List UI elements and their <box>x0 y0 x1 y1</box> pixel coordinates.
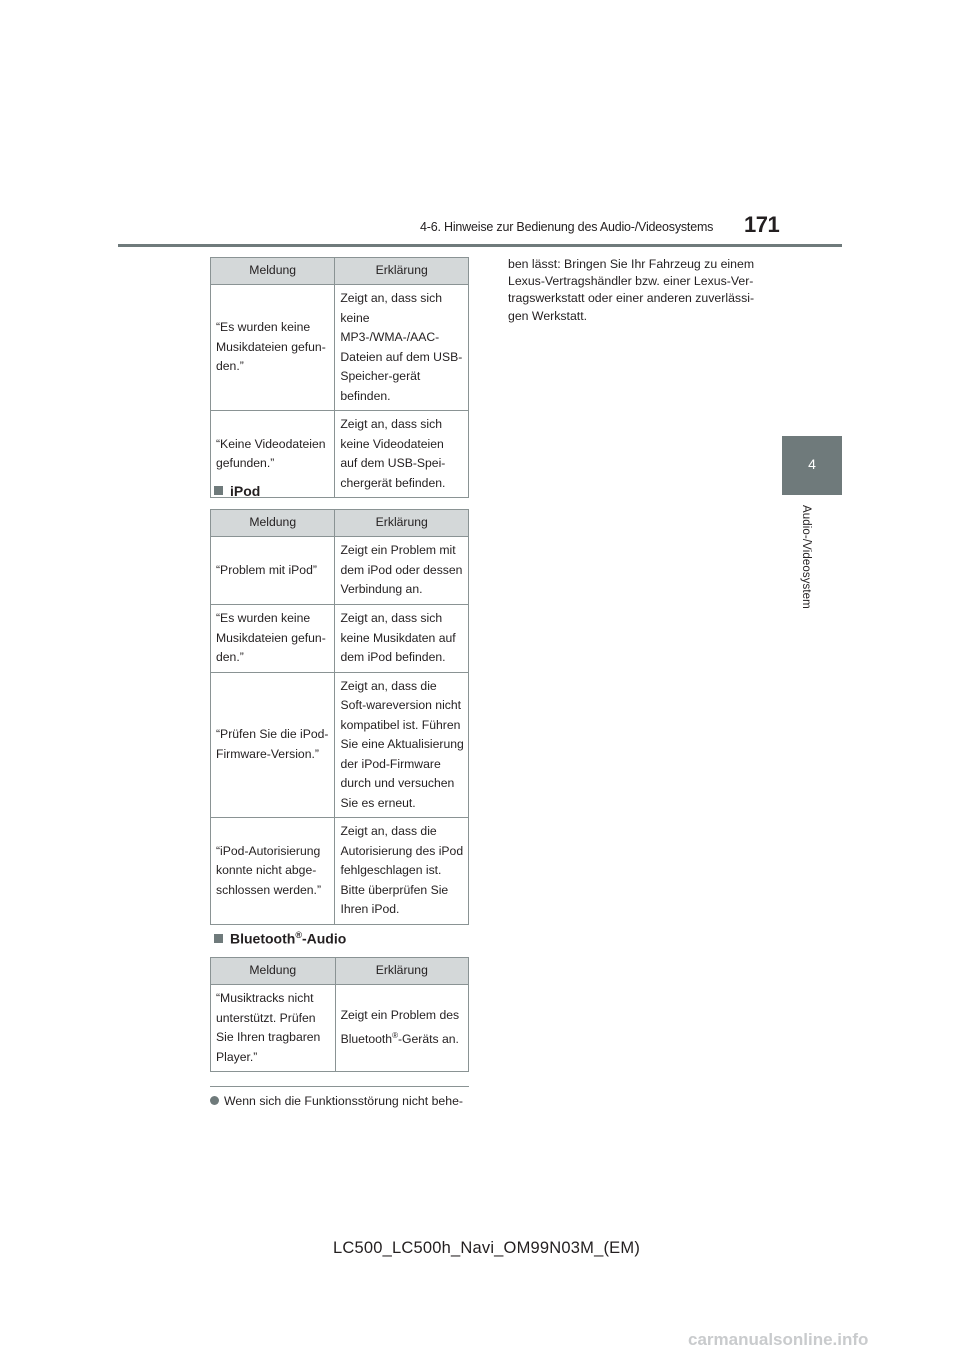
section-heading-bluetooth-suffix: -Audio <box>301 930 347 947</box>
column-header-explanation: Erklärung <box>335 258 469 285</box>
column-header-message: Meldung <box>211 958 336 985</box>
explanation-cell: Zeigt ein Problem mit dem iPod oder dessen Verbindung an. <box>335 537 469 605</box>
chapter-tab <box>782 436 842 495</box>
square-bullet-icon <box>214 486 223 495</box>
table-row <box>211 985 469 1072</box>
note <box>210 1094 463 1108</box>
explanation-cell: Zeigt an, dass sich keine MP3-/WMA-/AAC-Dateien auf dem USB-Speicher-gerät befinden. <box>335 285 469 411</box>
table-header-row <box>211 258 469 285</box>
section-heading-bluetooth-text: Bluetooth <box>230 930 296 947</box>
message-cell: “Keine Videodateien gefunden.” <box>211 411 335 498</box>
section-header-title: 4-6. Hinweise zur Bedienung des Audio-/Videosystems <box>420 220 714 234</box>
table-row <box>211 537 469 605</box>
square-bullet-icon <box>214 934 223 943</box>
table-row <box>211 285 469 411</box>
section-heading-ipod-text: iPod <box>230 483 261 499</box>
note-text: Wenn sich die Funktionsstörung nicht behe- <box>224 1094 464 1108</box>
continued-note-text: ben lässt: Bringen Sie Ihr Fahrzeug zu einem Lexus-Vertragshändler bzw. einer Lexus-Ver-tragswerkstatt oder einer anderen zuverlässi-gen Werkstatt. <box>508 257 755 323</box>
message-cell: “Es wurden keine Musikdateien gefun-den.” <box>211 285 335 411</box>
round-bullet-icon <box>210 1096 219 1105</box>
column-header-message: Meldung <box>211 510 335 537</box>
watermark: carmanualsonline.info <box>688 1330 869 1349</box>
message-cell: “Musiktracks nicht unterstützt. Prüfen Sie Ihren tragbaren Player.” <box>211 985 336 1072</box>
table-row <box>211 672 469 818</box>
chapter-number: 4 <box>808 456 816 472</box>
column-header-explanation: Erklärung <box>335 510 469 537</box>
ipod-message-table <box>210 509 469 925</box>
column-header-explanation: Erklärung <box>335 958 468 985</box>
section-heading-bluetooth <box>214 930 346 947</box>
table-header-row <box>211 510 469 537</box>
explanation-cell <box>335 985 468 1072</box>
footer-model-code: LC500_LC500h_Navi_OM99N03M_(EM) <box>333 1239 641 1257</box>
table-row <box>211 818 469 925</box>
page-number: 171 <box>744 212 780 237</box>
explanation-cell: Zeigt an, dass sich keine Musikdaten auf dem iPod befinden. <box>335 605 469 673</box>
note-divider <box>210 1086 469 1087</box>
registered-mark: ® <box>295 930 302 940</box>
explanation-cell: Zeigt an, dass sich keine Videodateien auf dem USB-Spei-chergerät befinden. <box>335 411 469 498</box>
section-heading-ipod <box>214 483 260 499</box>
message-cell: “iPod-Autorisierung konnte nicht abge-schlossen werden.” <box>211 818 335 925</box>
explanation-cell: Zeigt an, dass die Autorisierung des iPod fehlgeschlagen ist. Bitte überprüfen Sie Ihren iPod. <box>335 818 469 925</box>
column-header-message: Meldung <box>211 258 335 285</box>
table-row <box>211 605 469 673</box>
message-cell: “Es wurden keine Musikdateien gefun-den.” <box>211 605 335 673</box>
explanation-text: Zeigt ein Problem des Bluetooth <box>340 1008 460 1047</box>
table-header-row <box>211 958 469 985</box>
chapter-label: Audio-/Videosystem <box>800 505 812 609</box>
message-cell: “Prüfen Sie die iPod-Firmware-Version.” <box>211 672 335 818</box>
bluetooth-message-table <box>210 957 469 1072</box>
usb-message-table <box>210 257 469 498</box>
header-divider <box>118 244 842 247</box>
message-cell: “Problem mit iPod” <box>211 537 335 605</box>
explanation-text-suffix: -Geräts an. <box>397 1032 459 1047</box>
explanation-cell: Zeigt an, dass die Soft-wareversion nicht kompatibel ist. Führen Sie eine Aktualisierung der iPod-Firmware durch und versuchen Sie es erneut. <box>335 672 469 818</box>
registered-mark: ® <box>392 1030 398 1040</box>
